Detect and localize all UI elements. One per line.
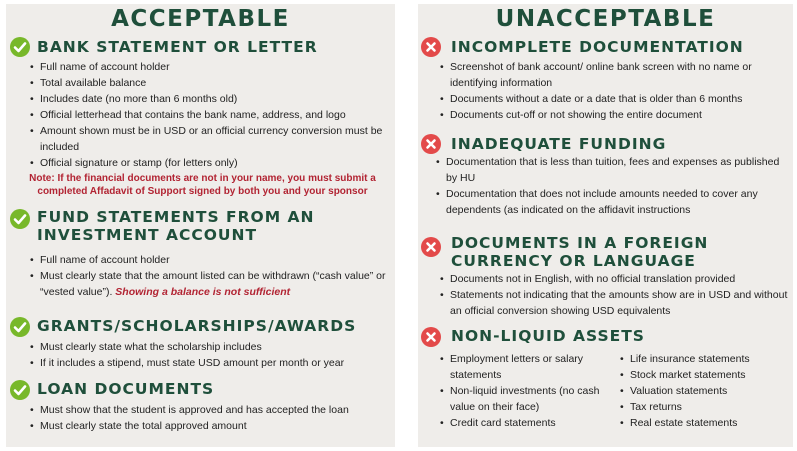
check-icon bbox=[10, 317, 30, 337]
grants-list bbox=[28, 339, 388, 371]
list-item: • If it includes a stipend, must state USD amount per month or year bbox=[28, 355, 388, 371]
list-item: • Must clearly state the total approved amount bbox=[28, 418, 388, 434]
list-item: • Must show that the student is approved and has accepted the loan bbox=[28, 402, 388, 418]
fund-statements-title: FUND STATEMENTS FROM AN INVESTMENT ACCOUNT bbox=[37, 208, 315, 244]
list-item: • Full name of account holder bbox=[28, 59, 393, 75]
nonliquid-title: NON-LIQUID ASSETS bbox=[451, 327, 645, 345]
list-item: • Documentation that is less than tuition, fees and expenses as published by HU bbox=[434, 154, 790, 186]
loan-list bbox=[28, 402, 388, 434]
foreign-title: DOCUMENTS IN A FOREIGN CURRENCY OR LANGUAGE bbox=[451, 234, 709, 270]
check-icon bbox=[10, 209, 30, 229]
list-item bbox=[28, 268, 388, 300]
incomplete-list bbox=[438, 59, 788, 123]
list-item: • Official signature or stamp (for letters only) bbox=[28, 155, 393, 171]
fund-statements-list bbox=[28, 252, 388, 300]
list-item: • Amount shown must be in USD or an official currency conversion must be included bbox=[28, 123, 393, 155]
inadequate-title: INADEQUATE FUNDING bbox=[451, 135, 667, 153]
x-icon bbox=[421, 237, 441, 257]
inadequate-list bbox=[434, 154, 790, 218]
list-item: • Credit card statements bbox=[438, 415, 618, 431]
fund-item-text: Must clearly state that the amount listed can be withdrawn (“cash value” or “vested value”). bbox=[40, 270, 386, 298]
list-item: • Official letterhead that contains the bank name, address, and logo bbox=[28, 107, 393, 123]
list-item: • Stock market statements bbox=[618, 367, 788, 383]
list-item: • Documentation that does not include amounts needed to cover any dependents (as indicated on the affidavit instructions bbox=[434, 186, 790, 218]
list-item: • Screenshot of bank account/ online bank screen with no name or identifying information bbox=[438, 59, 788, 91]
nonliquid-list-left bbox=[438, 351, 618, 431]
nonliquid-list-right bbox=[618, 351, 788, 431]
x-icon bbox=[421, 37, 441, 57]
acceptable-panel bbox=[6, 4, 395, 447]
list-item: • Documents cut-off or not showing the entire document bbox=[438, 107, 788, 123]
list-item: • Total available balance bbox=[28, 75, 393, 91]
list-item: • Life insurance statements bbox=[618, 351, 788, 367]
incomplete-title: INCOMPLETE DOCUMENTATION bbox=[451, 38, 744, 56]
loan-title: LOAN DOCUMENTS bbox=[37, 380, 215, 398]
fund-emphasis: Showing a balance is not sufficient bbox=[115, 286, 291, 298]
list-item: • Full name of account holder bbox=[28, 252, 388, 268]
bank-statement-list bbox=[28, 59, 393, 171]
unacceptable-panel bbox=[418, 4, 793, 447]
list-item: • Includes date (no more than 6 months old) bbox=[28, 91, 393, 107]
list-item: • Valuation statements bbox=[618, 383, 788, 399]
x-icon bbox=[421, 327, 441, 347]
list-item: • Non-liquid investments (no cash value on their face) bbox=[438, 383, 618, 415]
grants-title: GRANTS/SCHOLARSHIPS/AWARDS bbox=[37, 317, 357, 335]
x-icon bbox=[421, 134, 441, 154]
affidavit-note: Note: If the financial documents are not in your name, you must submit a completed Affadavit of Support signed by both you and your sponsor bbox=[29, 173, 376, 197]
acceptable-heading: ACCEPTABLE bbox=[111, 6, 290, 32]
list-item: • Must clearly state what the scholarship includes bbox=[28, 339, 388, 355]
check-icon bbox=[10, 380, 30, 400]
unacceptable-heading: UNACCEPTABLE bbox=[495, 6, 716, 32]
check-icon bbox=[10, 37, 30, 57]
list-item: • Tax returns bbox=[618, 399, 788, 415]
list-item: • Documents not in English, with no official translation provided bbox=[438, 271, 790, 287]
bank-statement-title: BANK STATEMENT OR LETTER bbox=[37, 38, 318, 56]
list-item: • Documents without a date or a date that is older than 6 months bbox=[438, 91, 788, 107]
foreign-list bbox=[438, 271, 790, 319]
list-item: • Real estate statements bbox=[618, 415, 788, 431]
list-item: • Statements not indicating that the amounts show are in USD and without an official conversion showing USD equivalents bbox=[438, 287, 790, 319]
list-item: • Employment letters or salary statements bbox=[438, 351, 618, 383]
